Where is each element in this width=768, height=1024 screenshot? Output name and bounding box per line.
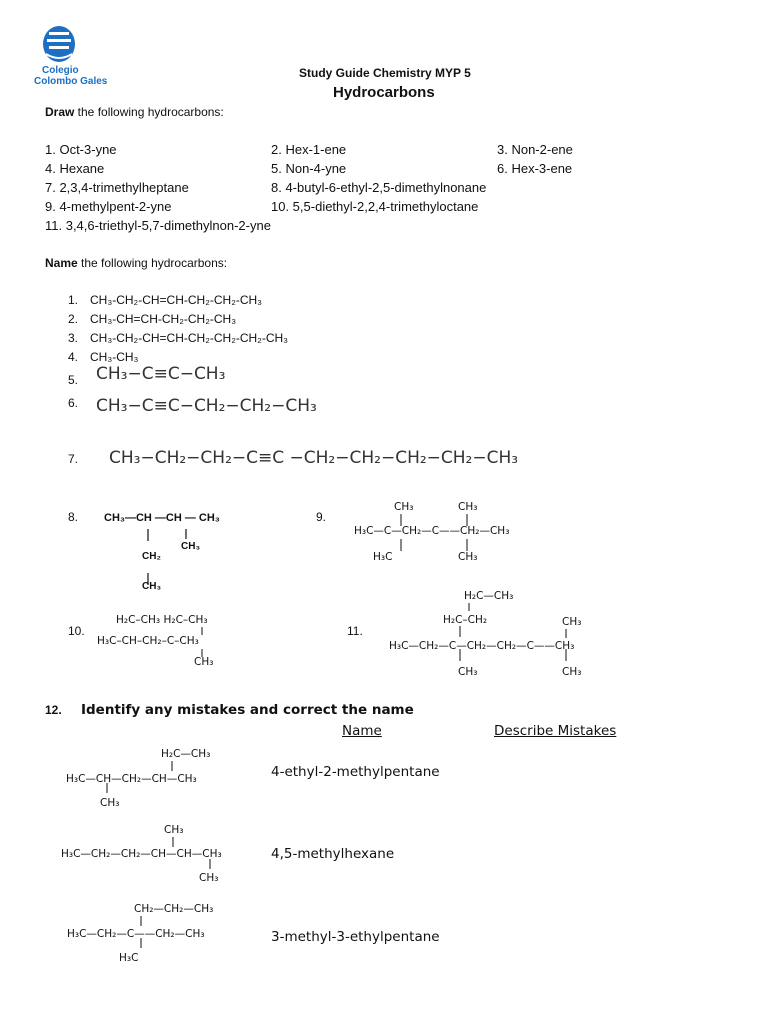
condensed-formula: CH₃−CH₂−CH₂−C≡C −CH₂−CH₂−CH₂−CH₂−CH₃ xyxy=(109,448,519,468)
condensed-formula: CH₃-CH=CH-CH₂-CH₂-CH₃ xyxy=(90,312,237,326)
question-12-number: 12. xyxy=(45,703,62,717)
draw-item: 3. Non-2-ene xyxy=(497,142,573,157)
structure-8-branch: CH₃ xyxy=(181,541,201,552)
structure-9-top: CH₃ xyxy=(458,501,478,513)
mistake-1-top: H₂C—CH₃ xyxy=(161,748,211,760)
structure-9-top: CH₃ xyxy=(394,501,414,513)
mistake-1-bottom: CH₃ xyxy=(100,797,120,809)
name-instructions: Name the following hydrocarbons: xyxy=(45,256,228,270)
mistake-3-top: CH₂—CH₂—CH₃ xyxy=(134,903,214,915)
structure-11-top: H₂C—CH₃ xyxy=(464,590,514,602)
structure-9-bottom: CH₃ xyxy=(458,551,478,563)
draw-item: 5. Non-4-yne xyxy=(271,161,347,176)
logo-line-2: Colombo Gales xyxy=(34,76,108,87)
name-item-number: 6. xyxy=(68,396,79,410)
structure-11-top: H₂C–CH₂ xyxy=(443,614,488,626)
mistake-1-name: 4-ethyl-2-methylpentane xyxy=(271,764,440,780)
draw-item: 1. Oct-3-yne xyxy=(45,142,117,157)
name-item-number: 11. xyxy=(347,624,363,638)
condensed-formula: CH₃-CH₃ xyxy=(90,350,139,364)
mistake-2-main-chain: H₃C—CH₂—CH₂—CH—CH—CH₃ xyxy=(61,848,222,860)
mistake-3-name: 3-methyl-3-ethylpentane xyxy=(271,929,440,945)
structure-9-main-chain: H₃C—C—CH₂—C——CH₂—CH₃ xyxy=(354,525,510,537)
logo-line-1: Colegio xyxy=(42,65,79,76)
condensed-formula: CH₃-CH₂-CH=CH-CH₂-CH₂-CH₂-CH₃ xyxy=(90,331,289,345)
structure-9-bonds xyxy=(390,512,510,562)
structure-8-branch: CH₂ xyxy=(142,551,161,562)
structure-11-bottom: CH₃ xyxy=(562,666,582,678)
structure-11-top: CH₃ xyxy=(562,616,582,628)
page-subtitle: Study Guide Chemistry MYP 5 xyxy=(299,66,471,80)
structure-10-main-chain: H₃C–CH–CH₂–C–CH₃ xyxy=(97,635,199,647)
structure-8-main-chain: CH₃—CH —CH — CH₃ xyxy=(104,512,220,524)
column-header-describe: Describe Mistakes xyxy=(494,723,617,739)
structure-11-bonds xyxy=(450,601,600,671)
structure-11-bottom: CH₃ xyxy=(458,666,478,678)
name-item-number: 9. xyxy=(316,510,327,524)
draw-instructions: Draw the following hydrocarbons: xyxy=(45,105,224,119)
draw-item: 9. 4-methylpent-2-yne xyxy=(45,199,172,214)
mistake-3-main-chain: H₃C—CH₂—C——CH₂—CH₃ xyxy=(67,928,205,940)
draw-item: 2. Hex-1-ene xyxy=(271,142,347,157)
mistake-2-bottom: CH₃ xyxy=(199,872,219,884)
name-item-number: 10. xyxy=(68,624,85,638)
page-title: Hydrocarbons xyxy=(333,84,435,101)
school-crest-icon xyxy=(34,24,94,64)
name-item-number: 2. xyxy=(68,312,79,326)
mistake-3-bottom: H₃C xyxy=(119,952,139,964)
draw-item: 11. 3,4,6-triethyl-5,7-dimethylnon-2-yne xyxy=(45,218,271,233)
condensed-formula: CH₃−C≡C−CH₃ xyxy=(96,364,226,384)
draw-item: 8. 4-butyl-6-ethyl-2,5-dimethylnonane xyxy=(271,180,487,195)
structure-10-top: H₂C–CH₃ H₂C–CH₃ xyxy=(116,614,208,626)
name-item-number: 5. xyxy=(68,373,79,387)
name-item-number: 1. xyxy=(68,293,79,307)
structure-11-main-chain: H₃C—CH₂—C—CH₂—CH₂—C——CH₃ xyxy=(389,640,575,652)
condensed-formula: CH₃−C≡C−CH₂−CH₂−CH₃ xyxy=(96,396,317,416)
structure-8-branch: CH₃ xyxy=(142,581,162,592)
column-header-name: Name xyxy=(342,723,382,739)
structure-10-bottom: CH₃ xyxy=(194,656,214,668)
mistake-2-name: 4,5-methylhexane xyxy=(271,846,395,862)
question-12-title: Identify any mistakes and correct the name xyxy=(81,702,414,718)
name-item-number: 7. xyxy=(68,452,79,466)
condensed-formula: CH₃-CH₂-CH=CH-CH₂-CH₂-CH₃ xyxy=(90,293,263,307)
school-logo xyxy=(34,24,108,90)
draw-item: 4. Hexane xyxy=(45,161,105,176)
draw-item: 6. Hex-3-ene xyxy=(497,161,573,176)
draw-item: 10. 5,5-diethyl-2,2,4-trimethyloctane xyxy=(271,199,479,214)
name-item-number: 3. xyxy=(68,331,79,345)
draw-item: 7. 2,3,4-trimethylheptane xyxy=(45,180,189,195)
name-item-number: 4. xyxy=(68,350,79,364)
mistake-1-main-chain: H₃C—CH—CH₂—CH—CH₃ xyxy=(66,773,197,785)
mistake-2-top: CH₃ xyxy=(164,824,184,836)
structure-9-bottom: H₃C xyxy=(373,551,393,563)
name-item-number: 8. xyxy=(68,510,79,524)
